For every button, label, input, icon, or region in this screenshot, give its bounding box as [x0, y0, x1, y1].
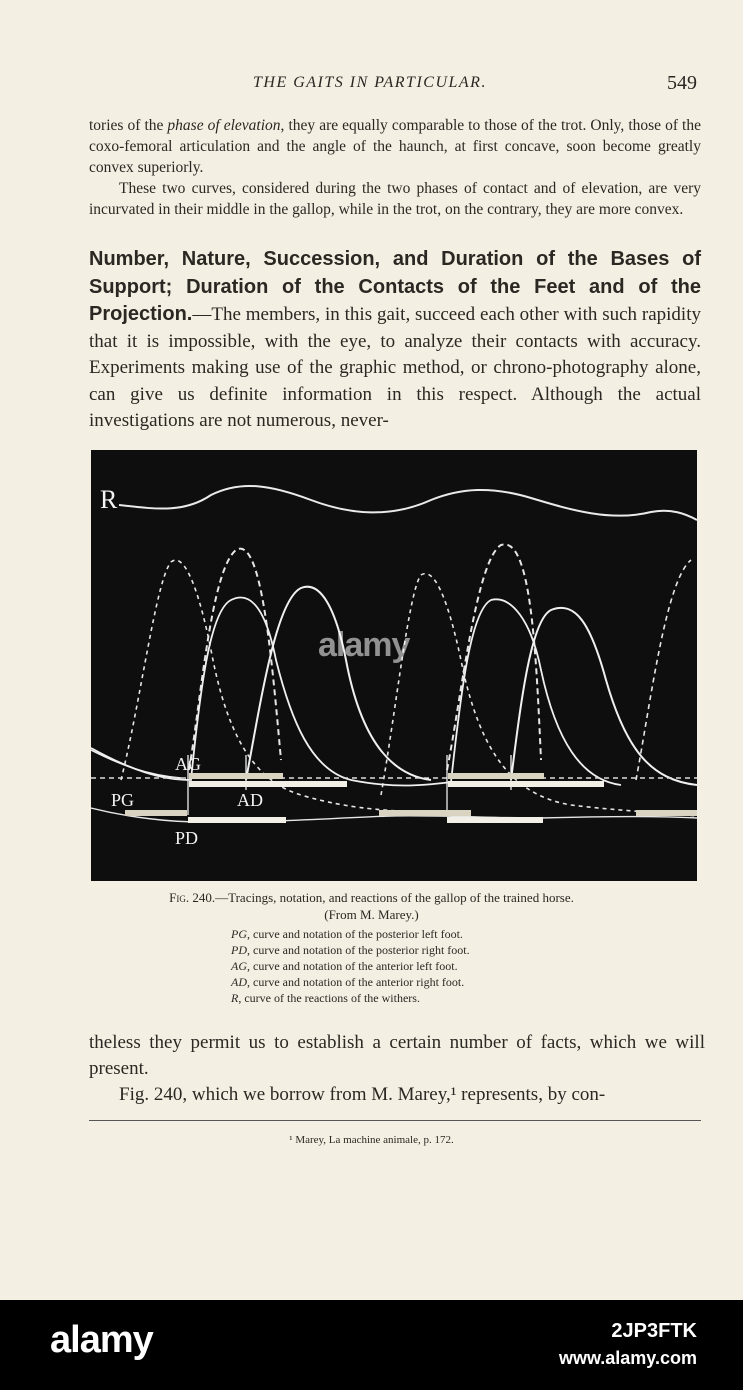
page-number: 549: [667, 72, 697, 94]
legend-item: AD, curve and notation of the anterior right foot.: [231, 975, 465, 989]
section-heading: Number, Nature, Succession, and Duration of the Bases of Support; Duration of the Contacts of the Feet and of the Projection.: [89, 248, 701, 325]
figure-legend: [231, 926, 470, 1006]
legend-item: PG, curve and notation of the posterior left foot.: [231, 927, 463, 941]
label-r: R: [100, 485, 118, 514]
section-text: —The members, in this gait, succeed each other with such rapidity that it is impossible, with the eye, to analyze their contacts with accuracy. Experiments making use of the graphic method, or chrono-photography alone, can give us definite information in this respect. Although the actual investigations are not numerous, never-: [89, 304, 701, 431]
gallop-tracing-figure: [91, 450, 697, 881]
paragraph-2: These two curves, considered during the two phases of contact and of elevation, are very incurvated in their middle in the gallop, while in the trot, on the contrary, they are more convex.: [89, 180, 701, 218]
figure-caption: [0, 889, 743, 923]
label-ag: AG: [175, 754, 201, 774]
curve-anterior-left-1: [189, 549, 281, 770]
label-pg: PG: [111, 790, 135, 810]
paragraph-1: [89, 115, 701, 220]
page-header: [0, 72, 743, 96]
reaction-curve-r: [119, 486, 697, 520]
caption-fig-number: Fig. 240.: [169, 890, 216, 905]
label-pd: PD: [175, 828, 199, 848]
curve-extra-right: [636, 560, 691, 780]
running-head: THE GAITS IN PARTICULAR.: [253, 74, 487, 91]
stock-footer-bar: [0, 1300, 743, 1390]
tracing-plate: [91, 450, 697, 881]
continuation-line-2: Fig. 240, which we borrow from M. Marey,¹ represents, by con-: [119, 1084, 606, 1105]
watermark-logo: alamy: [318, 626, 410, 664]
footer-logo: alamy: [50, 1319, 153, 1361]
legend-item: R, curve of the reactions of the withers.: [231, 991, 420, 1005]
caption-text: —Tracings, notation, and reactions of the gallop of the trained horse.: [215, 890, 574, 905]
legend-item: AG, curve and notation of the anterior left foot.: [231, 959, 458, 973]
footnote-rule: [89, 1120, 701, 1121]
paragraph-1-emphasis: phase of elevation: [167, 117, 281, 134]
curve-posterior-right-2: [511, 608, 697, 785]
footer-url: www.alamy.com: [558, 1348, 697, 1368]
legend-item: PD, curve and notation of the posterior right foot.: [231, 943, 470, 957]
section-block: [89, 246, 701, 435]
caption-source: (From M. Marey.): [324, 907, 419, 922]
continuation-text: [89, 1030, 705, 1108]
label-ad: AD: [237, 790, 263, 810]
footnote: ¹ Marey, La machine animale, p. 172.: [289, 1134, 454, 1146]
paragraph-1-prefix: tories of the: [89, 117, 168, 134]
plate-labels: [100, 485, 263, 848]
image-id: 2JP3FTK: [611, 1320, 697, 1342]
curve-anterior-right-1: [91, 598, 351, 781]
continuation-line-1: theless they permit us to establish a certain number of facts, which we will present.: [89, 1032, 705, 1079]
paragraph-1-rest: , they are equally comparable to those of the trot. Only, those of the coxo-femoral articulation and the angle of the haunch, at first concave, soon become greatly convex superiorly.: [89, 117, 701, 176]
